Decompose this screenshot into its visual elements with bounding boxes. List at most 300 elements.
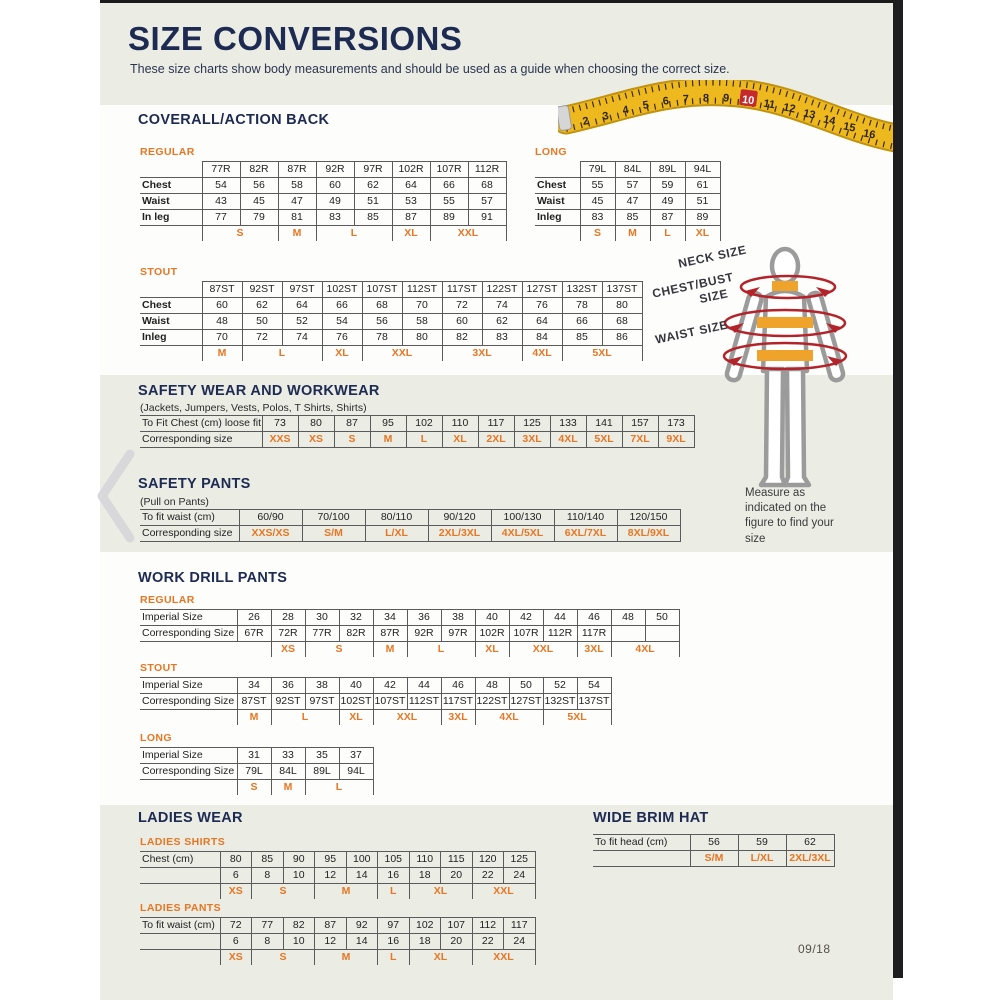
drill_stout-cell: 137ST bbox=[577, 694, 611, 710]
coverall_stout-colhead: 87ST bbox=[202, 282, 242, 298]
coverall_long-colhead: 94L bbox=[685, 162, 720, 178]
body-measurement-figure bbox=[645, 231, 895, 521]
ladies_pants-sizegroup: L bbox=[378, 950, 410, 966]
coverall_long-cell: 83 bbox=[580, 210, 615, 226]
drill_stout-cell: 112ST bbox=[407, 694, 441, 710]
drill_regular-cell: 26 bbox=[237, 610, 271, 626]
coverall_stout-cell: 64 bbox=[282, 298, 322, 314]
ladies_shirts-grid bbox=[140, 851, 536, 899]
coverall_stout-cell: 68 bbox=[362, 298, 402, 314]
coverall_stout-cell: 86 bbox=[602, 330, 642, 346]
coverall_regular-cell: 81 bbox=[278, 210, 316, 226]
coverall_regular-colhead: 82R bbox=[240, 162, 278, 178]
coverall_long-colhead: 84L bbox=[615, 162, 650, 178]
coverall_stout-cell: 62 bbox=[482, 314, 522, 330]
drill_stout-cell: 52 bbox=[543, 678, 577, 694]
drill_stout-cell: 34 bbox=[237, 678, 271, 694]
coverall_stout-cell: 60 bbox=[202, 298, 242, 314]
coverall_long-rowlabel: Inleg bbox=[535, 210, 580, 226]
drill_regular-cell: 72R bbox=[271, 626, 305, 642]
coverall_long-colhead: 89L bbox=[650, 162, 685, 178]
drill_stout-cell: 42 bbox=[373, 678, 407, 694]
coverall_stout-cell: 80 bbox=[602, 298, 642, 314]
drill_stout-cell: 38 bbox=[305, 678, 339, 694]
drill_stout-sizegroup: 4XL bbox=[475, 710, 543, 726]
coverall_stout-sizegroup: XL bbox=[322, 346, 362, 362]
coverall_long-label: LONG bbox=[535, 146, 567, 158]
drill_stout-cell: 122ST bbox=[475, 694, 509, 710]
drill_regular-cell bbox=[645, 626, 679, 642]
section-title-hat: WIDE BRIM HAT bbox=[593, 810, 709, 826]
safety_wear-cell: 4XL bbox=[550, 432, 586, 448]
coverall_stout-rowlabel: Chest bbox=[140, 298, 202, 314]
drill_long-cell: 89L bbox=[305, 764, 339, 780]
drill_long-cell: 31 bbox=[237, 748, 271, 764]
drill_long-cell: 37 bbox=[339, 748, 373, 764]
ladies_pants-cell: 10 bbox=[283, 934, 315, 950]
drill_regular-cell: 92R bbox=[407, 626, 441, 642]
tape-number: 15 bbox=[842, 120, 857, 135]
tape-number: 5 bbox=[641, 99, 650, 112]
coverall_stout-cell: 70 bbox=[202, 330, 242, 346]
coverall_long-cell: 59 bbox=[650, 178, 685, 194]
coverall_stout-cell: 64 bbox=[522, 314, 562, 330]
ladies_pants-sizegroup: XS bbox=[220, 950, 252, 966]
drill_stout-cell: 132ST bbox=[543, 694, 577, 710]
drill_regular-cell: 40 bbox=[475, 610, 509, 626]
safety_wear-cell: 80 bbox=[298, 416, 334, 432]
coverall_long-sizegroup: L bbox=[650, 226, 685, 242]
ladies_pants-cell: 6 bbox=[220, 934, 252, 950]
coverall_stout-corner bbox=[140, 282, 202, 298]
coverall_stout-cell: 48 bbox=[202, 314, 242, 330]
coverall_regular-label: REGULAR bbox=[140, 146, 195, 158]
top-border-line bbox=[100, 0, 893, 3]
coverall_regular-cell: 85 bbox=[354, 210, 392, 226]
tape-number: 10 bbox=[741, 93, 755, 108]
safety_pants-cell: 90/120 bbox=[428, 510, 491, 526]
coverall_long-cell: 89 bbox=[685, 210, 720, 226]
safety_wear-cell: 117 bbox=[478, 416, 514, 432]
drill_long-label: LONG bbox=[140, 732, 172, 744]
coverall_stout-cell: 62 bbox=[242, 298, 282, 314]
tape-number: 6 bbox=[662, 95, 670, 108]
coverall_stout-rowlabel: Inleg bbox=[140, 330, 202, 346]
coverall-regular-table bbox=[140, 146, 507, 241]
ladies_pants-cell: 112 bbox=[472, 918, 504, 934]
tape-number: 7 bbox=[682, 93, 690, 106]
safety_wear-cell: 125 bbox=[514, 416, 550, 432]
safety_wear-cell: 2XL bbox=[478, 432, 514, 448]
coverall_stout-cell: 54 bbox=[322, 314, 362, 330]
coverall_regular-sizegroup: M bbox=[278, 226, 316, 242]
coverall_stout-cell: 58 bbox=[402, 314, 442, 330]
ladies-shirts-table bbox=[140, 836, 536, 899]
coverall_stout-colhead: 107ST bbox=[362, 282, 402, 298]
drill_long-sizegroup: L bbox=[305, 780, 373, 796]
coverall_regular-colhead: 97R bbox=[354, 162, 392, 178]
coverall_regular-sizegroup: XXL bbox=[430, 226, 506, 242]
document-body bbox=[100, 0, 893, 1000]
ladies_pants-cell: 24 bbox=[504, 934, 536, 950]
ladies_pants-cell: 87 bbox=[315, 918, 347, 934]
coverall_regular-cell: 53 bbox=[392, 194, 430, 210]
coverall_regular-colhead: 77R bbox=[202, 162, 240, 178]
ladies_shirts-cell: 110 bbox=[409, 852, 441, 868]
safety_wear-cell: 5XL bbox=[586, 432, 622, 448]
coverall_long-sizegroup: M bbox=[615, 226, 650, 242]
ladies_pants-szgap bbox=[140, 950, 220, 966]
safety_pants-cell: 110/140 bbox=[554, 510, 617, 526]
ladies_shirts-sizegroup: XXL bbox=[472, 884, 535, 900]
coverall_stout-colhead: 117ST bbox=[442, 282, 482, 298]
footer-date: 09/18 bbox=[798, 942, 831, 956]
drill_regular-cell: 102R bbox=[475, 626, 509, 642]
drill_regular-sizegroup: S bbox=[305, 642, 373, 658]
safety_pants-cell: 80/110 bbox=[365, 510, 428, 526]
drill_regular-cell: 46 bbox=[577, 610, 611, 626]
safety-wear-table bbox=[140, 415, 695, 448]
coverall_stout-cell: 74 bbox=[482, 298, 522, 314]
coverall_stout-cell: 68 bbox=[602, 314, 642, 330]
coverall_stout-cell: 76 bbox=[322, 330, 362, 346]
coverall_stout-sizegroup: 5XL bbox=[562, 346, 642, 362]
coverall_regular-cell: 64 bbox=[392, 178, 430, 194]
coverall_regular-cell: 51 bbox=[354, 194, 392, 210]
ladies_pants-grid bbox=[140, 917, 536, 965]
drill_regular-szgap bbox=[140, 642, 237, 658]
ladies_shirts-cell: 20 bbox=[441, 868, 473, 884]
safety_wear-cell: 102 bbox=[406, 416, 442, 432]
ladies_pants-cell: 12 bbox=[315, 934, 347, 950]
coverall-long-table bbox=[535, 146, 721, 241]
ladies-pants-table bbox=[140, 902, 536, 965]
hat-rowlabel bbox=[593, 851, 690, 867]
drill_stout-cell: 40 bbox=[339, 678, 373, 694]
drill_stout-cell: 97ST bbox=[305, 694, 339, 710]
coverall_stout-szgap bbox=[140, 346, 202, 362]
drill_regular-grid bbox=[140, 609, 680, 657]
hat-cell: 2XL/3XL bbox=[786, 851, 834, 867]
section-title-safety-wear: SAFETY WEAR AND WORKWEAR bbox=[138, 383, 380, 399]
coverall_regular-cell: 49 bbox=[316, 194, 354, 210]
drill_regular-cell: 82R bbox=[339, 626, 373, 642]
safety_wear-rowlabel: To Fit Chest (cm) loose fit bbox=[140, 416, 262, 432]
drill_long-cell: 35 bbox=[305, 748, 339, 764]
drill_stout-cell: 46 bbox=[441, 678, 475, 694]
safety_pants-cell: 60/90 bbox=[239, 510, 302, 526]
drill_stout-cell: 36 bbox=[271, 678, 305, 694]
coverall_stout-colhead: 97ST bbox=[282, 282, 322, 298]
coverall_regular-cell: 66 bbox=[430, 178, 468, 194]
safety_wear-cell: 110 bbox=[442, 416, 478, 432]
ladies_shirts-cell: 100 bbox=[346, 852, 378, 868]
safety_pants-rowlabel: Corresponding size bbox=[140, 526, 239, 542]
coverall_long-cell: 57 bbox=[615, 178, 650, 194]
chest-size-label: CHEST/BUST SIZE bbox=[651, 269, 735, 307]
page-subtitle: These size charts show body measurements and should be used as a guide when choosing the correct size. bbox=[130, 62, 730, 76]
drill_regular-cell: 50 bbox=[645, 610, 679, 626]
hat-cell: 56 bbox=[690, 835, 738, 851]
hat-grid bbox=[593, 834, 835, 867]
ladies_shirts-cell: 6 bbox=[220, 868, 252, 884]
drill_long-sizegroup: M bbox=[271, 780, 305, 796]
waist-size-label: WAIST SIZE bbox=[654, 317, 730, 347]
ladies_shirts-sizegroup: XS bbox=[220, 884, 252, 900]
coverall_long-grid bbox=[535, 161, 721, 241]
safety_wear-cell: 73 bbox=[262, 416, 298, 432]
drill_regular-cell: 97R bbox=[441, 626, 475, 642]
drill_regular-rowlabel: Corresponding Size bbox=[140, 626, 237, 642]
coverall_regular-cell: 79 bbox=[240, 210, 278, 226]
ladies_shirts-cell: 115 bbox=[441, 852, 473, 868]
coverall_stout-cell: 52 bbox=[282, 314, 322, 330]
ladies_shirts-sizegroup: XL bbox=[409, 884, 472, 900]
coverall_stout-cell: 80 bbox=[402, 330, 442, 346]
ladies_pants-label: LADIES PANTS bbox=[140, 902, 222, 914]
drill_stout-cell: 102ST bbox=[339, 694, 373, 710]
drill_stout-cell: 87ST bbox=[237, 694, 271, 710]
coverall_stout-colhead: 137ST bbox=[602, 282, 642, 298]
coverall_stout-colhead: 122ST bbox=[482, 282, 522, 298]
ladies_shirts-sizegroup: L bbox=[378, 884, 410, 900]
coverall_regular-grid bbox=[140, 161, 507, 241]
drill_long-cell: 84L bbox=[271, 764, 305, 780]
tape-number: 13 bbox=[802, 107, 817, 122]
coverall_regular-cell: 58 bbox=[278, 178, 316, 194]
coverall_stout-cell: 66 bbox=[322, 298, 362, 314]
drill_regular-cell: 77R bbox=[305, 626, 339, 642]
ladies_shirts-rowlabel: Chest (cm) bbox=[140, 852, 220, 868]
safety_pants-rowlabel: To fit waist (cm) bbox=[140, 510, 239, 526]
ladies_shirts-cell: 10 bbox=[283, 868, 315, 884]
coverall_stout-cell: 72 bbox=[242, 330, 282, 346]
drill_stout-cell: 127ST bbox=[509, 694, 543, 710]
coverall_regular-cell: 45 bbox=[240, 194, 278, 210]
carousel-prev-chevron[interactable] bbox=[90, 446, 144, 546]
hat-table bbox=[593, 834, 835, 867]
drill_regular-sizegroup: XS bbox=[271, 642, 305, 658]
ladies_pants-cell: 22 bbox=[472, 934, 504, 950]
tape-number: 2 bbox=[581, 115, 590, 128]
section-title-drill: WORK DRILL PANTS bbox=[138, 570, 288, 586]
coverall_stout-label: STOUT bbox=[140, 266, 178, 278]
section-title-safety-pants: SAFETY PANTS bbox=[138, 476, 251, 492]
coverall_long-rowlabel: Waist bbox=[535, 194, 580, 210]
coverall_regular-colhead: 112R bbox=[468, 162, 506, 178]
drill_stout-sizegroup: M bbox=[237, 710, 271, 726]
coverall_stout-cell: 56 bbox=[362, 314, 402, 330]
neck-band bbox=[772, 281, 798, 291]
safety_wear-cell: 133 bbox=[550, 416, 586, 432]
coverall_long-cell: 61 bbox=[685, 178, 720, 194]
ladies_pants-sizegroup: XL bbox=[409, 950, 472, 966]
coverall_stout-cell: 76 bbox=[522, 298, 562, 314]
coverall_stout-sizegroup: M bbox=[202, 346, 242, 362]
safety_wear-grid bbox=[140, 415, 695, 448]
tape-number: 8 bbox=[702, 92, 710, 105]
drill_regular-cell: 107R bbox=[509, 626, 543, 642]
drill_stout-cell: 48 bbox=[475, 678, 509, 694]
coverall_regular-cell: 55 bbox=[430, 194, 468, 210]
drill_long-cell: 79L bbox=[237, 764, 271, 780]
safety_pants-cell: 4XL/5XL bbox=[491, 526, 554, 542]
drill_regular-sizegroup: XL bbox=[475, 642, 509, 658]
drill_regular-cell: 30 bbox=[305, 610, 339, 626]
coverall_stout-cell: 72 bbox=[442, 298, 482, 314]
figure-head bbox=[772, 249, 798, 283]
coverall_long-szgap bbox=[535, 226, 580, 242]
safety_pants-cell: 2XL/3XL bbox=[428, 526, 491, 542]
drill_long-rowlabel: Imperial Size bbox=[140, 748, 237, 764]
coverall_regular-colhead: 87R bbox=[278, 162, 316, 178]
coverall_stout-cell: 84 bbox=[522, 330, 562, 346]
coverall_stout-sizegroup: 4XL bbox=[522, 346, 562, 362]
safety_pants-cell: 100/130 bbox=[491, 510, 554, 526]
ladies_shirts-cell: 24 bbox=[504, 868, 536, 884]
ladies_shirts-sizegroup: S bbox=[252, 884, 315, 900]
safety_wear-cell: L bbox=[406, 432, 442, 448]
coverall_regular-cell: 89 bbox=[430, 210, 468, 226]
drill-long-table bbox=[140, 732, 374, 795]
ladies_pants-cell: 92 bbox=[346, 918, 378, 934]
coverall_regular-cell: 57 bbox=[468, 194, 506, 210]
drill_stout-cell: 117ST bbox=[441, 694, 475, 710]
ladies_pants-sizegroup: S bbox=[252, 950, 315, 966]
coverall_stout-colhead: 92ST bbox=[242, 282, 282, 298]
coverall_stout-sizegroup: L bbox=[242, 346, 322, 362]
coverall_stout-grid bbox=[140, 281, 643, 361]
ladies_shirts-cell: 95 bbox=[315, 852, 347, 868]
ladies_pants-cell: 72 bbox=[220, 918, 252, 934]
drill_long-sizegroup: S bbox=[237, 780, 271, 796]
coverall_long-sizegroup: S bbox=[580, 226, 615, 242]
ladies_pants-cell: 117 bbox=[504, 918, 536, 934]
ladies_shirts-cell: 18 bbox=[409, 868, 441, 884]
drill_long-cell: 33 bbox=[271, 748, 305, 764]
coverall_regular-rowlabel: Waist bbox=[140, 194, 202, 210]
hat-cell: 59 bbox=[738, 835, 786, 851]
drill_long-grid bbox=[140, 747, 374, 795]
drill_stout-sizegroup: 3XL bbox=[441, 710, 475, 726]
tape-number: 11 bbox=[762, 97, 777, 112]
ladies_pants-rowlabel bbox=[140, 934, 220, 950]
coverall_regular-rowlabel: In leg bbox=[140, 210, 202, 226]
coverall_stout-cell: 83 bbox=[482, 330, 522, 346]
coverall_long-sizegroup: XL bbox=[685, 226, 720, 242]
drill_regular-sizegroup: L bbox=[407, 642, 475, 658]
coverall_long-cell: 87 bbox=[650, 210, 685, 226]
ladies_pants-sizegroup: M bbox=[315, 950, 378, 966]
tape-number: 4 bbox=[621, 104, 630, 118]
ladies_shirts-cell: 105 bbox=[378, 852, 410, 868]
coverall_stout-cell: 78 bbox=[362, 330, 402, 346]
drill_stout-sizegroup: L bbox=[271, 710, 339, 726]
coverall_regular-sizegroup: L bbox=[316, 226, 392, 242]
safety_wear-cell: XL bbox=[442, 432, 478, 448]
coverall_long-cell: 51 bbox=[685, 194, 720, 210]
drill_long-rowlabel: Corresponding Size bbox=[140, 764, 237, 780]
coverall_regular-colhead: 107R bbox=[430, 162, 468, 178]
safety_pants-cell: 8XL/9XL bbox=[617, 526, 680, 542]
drill_regular-cell: 32 bbox=[339, 610, 373, 626]
coverall_regular-cell: 83 bbox=[316, 210, 354, 226]
coverall_stout-cell: 70 bbox=[402, 298, 442, 314]
drill_regular-cell: 48 bbox=[611, 610, 645, 626]
coverall_stout-cell: 82 bbox=[442, 330, 482, 346]
ladies_shirts-cell: 80 bbox=[220, 852, 252, 868]
safety_wear-cell: 3XL bbox=[514, 432, 550, 448]
ladies_shirts-rowlabel bbox=[140, 868, 220, 884]
coverall_regular-cell: 91 bbox=[468, 210, 506, 226]
coverall_stout-cell: 60 bbox=[442, 314, 482, 330]
ladies_shirts-cell: 16 bbox=[378, 868, 410, 884]
drill_regular-cell: 44 bbox=[543, 610, 577, 626]
coverall_regular-corner bbox=[140, 162, 202, 178]
drill_regular-cell: 87R bbox=[373, 626, 407, 642]
ladies_pants-cell: 14 bbox=[346, 934, 378, 950]
safety-pants-table bbox=[140, 509, 681, 542]
coverall_stout-colhead: 132ST bbox=[562, 282, 602, 298]
coverall_regular-cell: 56 bbox=[240, 178, 278, 194]
drill_stout-sizegroup: 5XL bbox=[543, 710, 611, 726]
coverall_regular-cell: 47 bbox=[278, 194, 316, 210]
waist-band bbox=[757, 350, 813, 361]
coverall_regular-cell: 43 bbox=[202, 194, 240, 210]
safety_pants-cell: 70/100 bbox=[302, 510, 365, 526]
drill_regular-rowlabel: Imperial Size bbox=[140, 610, 237, 626]
ladies_pants-cell: 16 bbox=[378, 934, 410, 950]
safety_wear-cell: 9XL bbox=[658, 432, 694, 448]
drill_regular-cell: 42 bbox=[509, 610, 543, 626]
coverall_regular-cell: 62 bbox=[354, 178, 392, 194]
safety_pants-cell: S/M bbox=[302, 526, 365, 542]
safety_wear-cell: XS bbox=[298, 432, 334, 448]
drill_long-cell: 94L bbox=[339, 764, 373, 780]
safety_pants-cell: 6XL/7XL bbox=[554, 526, 617, 542]
drill_regular-sizegroup: XXL bbox=[509, 642, 577, 658]
hat-cell: L/XL bbox=[738, 851, 786, 867]
ladies_pants-cell: 97 bbox=[378, 918, 410, 934]
page-title: SIZE CONVERSIONS bbox=[128, 20, 463, 57]
ladies_pants-cell: 102 bbox=[409, 918, 441, 934]
tape-number: 14 bbox=[822, 113, 837, 128]
coverall_long-cell: 47 bbox=[615, 194, 650, 210]
safety_pants-cell: XXS/XS bbox=[239, 526, 302, 542]
hat-rowlabel: To fit head (cm) bbox=[593, 835, 690, 851]
ladies_shirts-cell: 22 bbox=[472, 868, 504, 884]
drill_stout-sizegroup: XXL bbox=[373, 710, 441, 726]
neck-size-label: NECK SIZE bbox=[677, 242, 748, 271]
drill_stout-cell: 44 bbox=[407, 678, 441, 694]
coverall_regular-cell: 60 bbox=[316, 178, 354, 194]
drill_regular-cell: 112R bbox=[543, 626, 577, 642]
ladies_shirts-label: LADIES SHIRTS bbox=[140, 836, 226, 848]
drill_regular-cell: 117R bbox=[577, 626, 611, 642]
tape-number: 3 bbox=[601, 110, 610, 124]
coverall_long-cell: 49 bbox=[650, 194, 685, 210]
safety_pants-cell: L/XL bbox=[365, 526, 428, 542]
safety_wear-cell: 95 bbox=[370, 416, 406, 432]
coverall_long-cell: 85 bbox=[615, 210, 650, 226]
ladies_pants-cell: 77 bbox=[252, 918, 284, 934]
coverall-stout-table bbox=[140, 266, 643, 361]
ladies_shirts-cell: 8 bbox=[252, 868, 284, 884]
ladies_pants-cell: 8 bbox=[252, 934, 284, 950]
safety-pants-note: (Pull on Pants) bbox=[140, 496, 209, 508]
coverall_long-corner bbox=[535, 162, 580, 178]
coverall_long-cell: 55 bbox=[580, 178, 615, 194]
